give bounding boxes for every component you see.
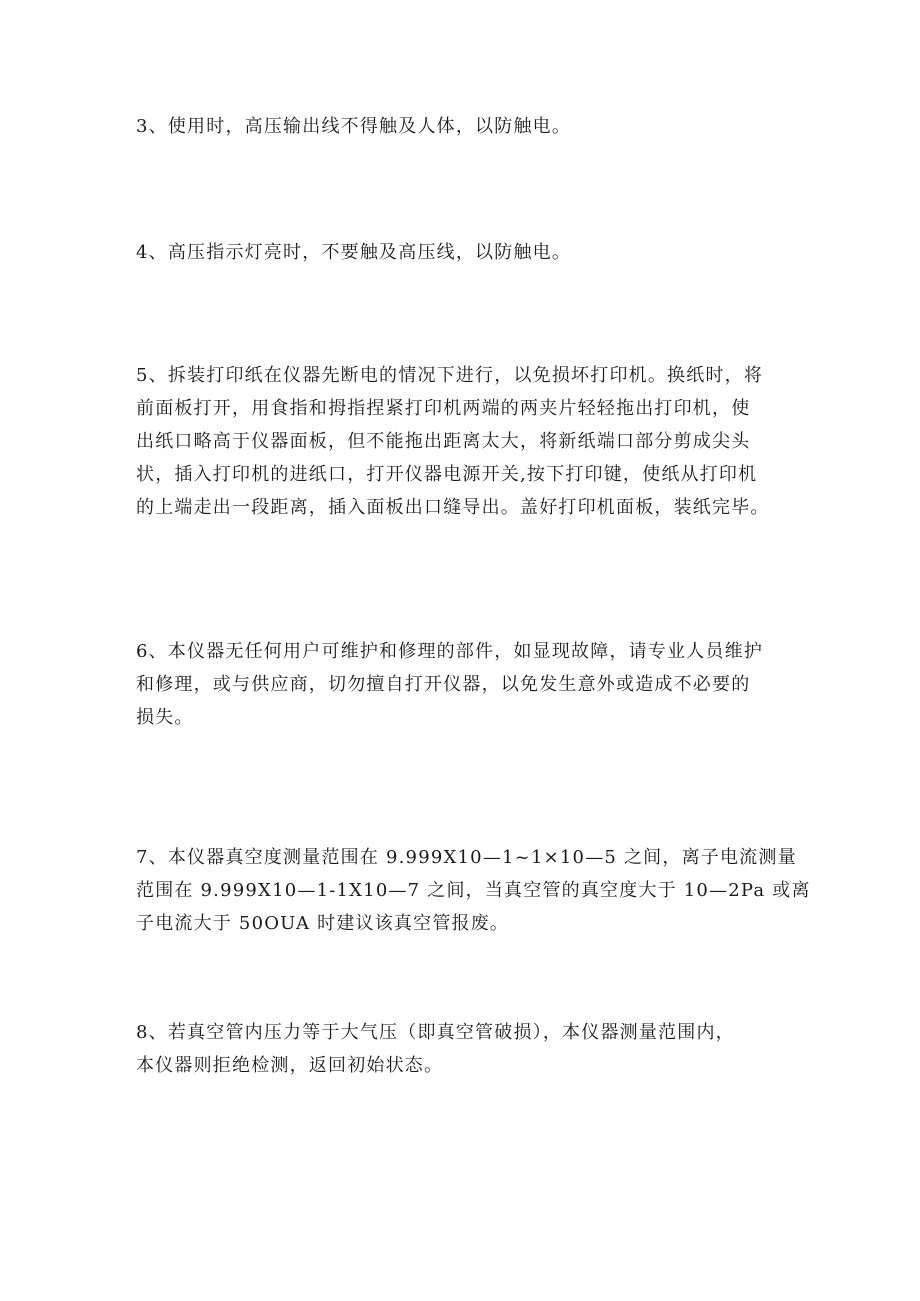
- paragraph-line: 和修理，或与供应商，切勿擅自打开仪器，以免发生意外或造成不必要的: [136, 674, 751, 695]
- paragraph-line: 范围在 9.999X10—1-1X10—7 之间，当真空管的真空度大于 10—2Pa 或离: [136, 880, 811, 901]
- paragraph-line: 4、高压指示灯亮时，不要触及高压线，以防触电。: [136, 242, 572, 263]
- paragraph-line: 子电流大于 50OUA 时建议该真空管报废。: [136, 913, 510, 934]
- paragraph-line: 状，插入打印机的进纸口，打开仪器电源开关,按下打印键，使纸从打印机: [136, 464, 758, 485]
- paragraph-item-8: [136, 1016, 798, 1082]
- paragraph-item-4: [136, 236, 798, 269]
- paragraph-line: 前面板打开，用食指和拇指捏紧打印机两端的两夹片轻轻拖出打印机，使: [136, 398, 751, 419]
- paragraph-line: 的上端走出一段距离，插入面板出口缝导出。盖好打印机面板，装纸完毕。: [136, 497, 770, 518]
- paragraph-line: 损失。: [136, 707, 194, 728]
- paragraph-item-3: [136, 110, 798, 143]
- paragraph-item-7: [136, 841, 811, 940]
- paragraph-line: 本仪器则拒绝检测，返回初始状态。: [136, 1055, 444, 1076]
- paragraph-line: 8、若真空管内压力等于大气压（即真空管破损），本仪器测量范围内，: [136, 1022, 735, 1043]
- paragraph-item-5: [136, 359, 798, 524]
- paragraph-line: 出纸口略高于仪器面板，但不能拖出距离太大，将新纸端口部分剪成尖头: [136, 431, 751, 452]
- paragraph-line: 6、本仪器无任何用户可维护和修理的部件，如显现故障，请专业人员维护: [136, 641, 764, 662]
- paragraph-item-6: [136, 635, 798, 734]
- paragraph-line: 5、拆装打印纸在仪器先断电的情况下进行，以免损坏打印机。换纸时，将: [136, 365, 764, 386]
- paragraph-line: 3、使用时，高压输出线不得触及人体，以防触电。: [136, 116, 572, 137]
- paragraph-line: 7、本仪器真空度测量范围在 9.999X10—1~1×10—5 之间，离子电流测量: [136, 847, 797, 868]
